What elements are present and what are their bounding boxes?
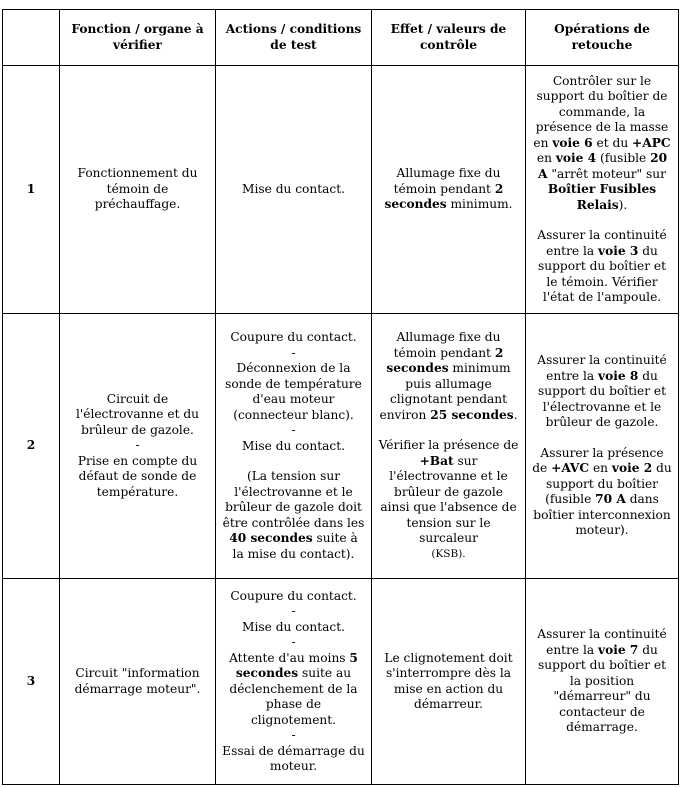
effet-text: Allumage fixe du témoin pendant <box>393 166 501 196</box>
retouche-bold: voie 4 <box>555 151 597 165</box>
action-text: Mise du contact. <box>241 181 346 196</box>
table-row <box>3 66 679 314</box>
cell-retouche <box>526 66 679 314</box>
row-number: 3 <box>3 579 60 785</box>
retouche-text: Assurer la continuité entre la <box>537 353 667 383</box>
cell-actions <box>216 66 372 314</box>
header-fonction: Fonction / organe à vérifier <box>60 10 216 66</box>
action-note <box>222 469 365 562</box>
effet-text: (KSB). <box>431 547 466 560</box>
separator-dash: - <box>291 345 296 360</box>
retouche-text: ). <box>618 197 628 212</box>
action-text: Coupure du contact. <box>230 588 357 603</box>
effet-paragraph <box>378 438 519 547</box>
effet-text: sur l'électrovanne et le brûleur de gazole ainsi que l'absence de tension sur le surcaleur <box>380 453 517 545</box>
retouche-text: du support du boîtier et l'électrovanne et le brûleur de gazole. <box>537 368 667 430</box>
action-text: Essai de démarrage du moteur. <box>222 743 365 773</box>
retouche-paragraph <box>532 446 672 539</box>
retouche-text: en <box>536 151 556 165</box>
header-number <box>3 10 60 66</box>
cell-fonction: Circuit "information démarrage moteur". <box>60 579 216 785</box>
effet-bold: 2 secondes <box>386 345 504 375</box>
retouche-bold: Boîtier Fusibles Relais <box>547 182 657 212</box>
retouche-bold: +APC <box>632 135 671 150</box>
row-number: 2 <box>3 314 60 579</box>
separator-dash: - <box>291 604 296 618</box>
effet-text: minimum. <box>446 197 513 212</box>
retouche-text: du support du boîtier et la position "démarreur" du contacteur de démarrage. <box>537 642 667 735</box>
effet-paragraph <box>378 330 519 423</box>
retouche-text: (fusible <box>596 151 651 165</box>
action-text: suite à la mise du contact). <box>232 531 358 561</box>
action-text: Attente d'au moins <box>229 650 350 665</box>
retouche-text: Assurer la présence de <box>532 445 664 476</box>
retouche-bold: 70 A <box>595 492 626 507</box>
retouche-text: dans boîtier interconnexion moteur). <box>533 492 671 538</box>
effet-text: Allumage fixe du témoin pendant <box>393 330 501 360</box>
retouche-bold: voie 7 <box>598 642 639 657</box>
retouche-bold: voie 3 <box>598 243 639 258</box>
action-text: Coupure du contact. <box>230 330 357 344</box>
fonction-text: Prise en compte du défaut de sonde de température. <box>77 453 198 499</box>
spacer <box>378 423 519 438</box>
spacer <box>532 431 672 446</box>
action-text: suite au déclenchement de la phase de clignotement. <box>229 666 358 727</box>
action-bold: 5 secondes <box>235 650 358 680</box>
effet-bold: +Bat <box>419 453 454 468</box>
table-row <box>3 314 679 579</box>
retouche-bold: voie 2 <box>611 461 653 476</box>
header-retouche: Opérations de retouche <box>526 10 679 66</box>
effet-text: Vérifier la présence de <box>378 438 519 452</box>
header-effet: Effet / valeurs de contrôle <box>372 10 526 66</box>
retouche-text: en <box>589 461 612 476</box>
fonction-text: Circuit de l'électrovanne et du brûleur de gazole. <box>75 391 200 437</box>
separator-dash: - <box>291 728 296 742</box>
cell-actions <box>216 579 372 785</box>
separator-dash: - <box>291 635 296 649</box>
separator-dash: - <box>291 423 296 437</box>
header-actions: Actions / conditions de test <box>216 10 372 66</box>
cell-actions <box>216 314 372 579</box>
cell-fonction: Fonctionnement du témoin de préchauffage. <box>60 66 216 314</box>
retouche-bold: voie 8 <box>598 368 639 383</box>
retouche-text: Assurer la continuité entre la <box>537 627 667 657</box>
retouche-paragraph <box>532 74 672 214</box>
spacer <box>532 213 672 228</box>
retouche-text: du support du boîtier et le témoin. Vérifier l'état de l'ampoule. <box>537 243 667 304</box>
retouche-bold: voie 6 <box>552 135 593 150</box>
cell-effet <box>372 314 526 579</box>
retouche-text: Contrôler sur le support du boîtier de commande, la présence de la masse en <box>533 73 669 150</box>
retouche-text: et du <box>592 135 633 150</box>
retouche-paragraph <box>532 228 672 306</box>
separator-dash: - <box>135 438 140 453</box>
retouche-bold: 20 A <box>538 151 668 181</box>
action-text: (La tension sur l'électrovanne et le brûleur de gazole doit être contrôlée dans les <box>222 469 365 530</box>
header-row <box>3 10 679 66</box>
cell-retouche <box>526 579 679 785</box>
action-text: Mise du contact. <box>241 619 346 634</box>
table-row <box>3 579 679 785</box>
retouche-text: "arrêt moteur" sur <box>547 166 666 181</box>
effet-text: minimum puis allumage clignotant pendant environ <box>379 361 511 422</box>
cell-effet: Le clignotement doit s'interrompre dès la mise en action du démarreur. <box>372 579 526 785</box>
effet-bold: 2 secondes <box>384 181 504 212</box>
retouche-bold: +AVC <box>551 461 590 476</box>
effet-text: . <box>513 407 518 422</box>
row-number: 1 <box>3 66 60 314</box>
retouche-text: Assurer la continuité entre la <box>537 228 667 258</box>
effet-bold: 25 secondes <box>430 407 514 422</box>
action-bold: 40 secondes <box>229 531 313 545</box>
action-paragraph <box>222 651 365 729</box>
retouche-paragraph <box>532 353 672 431</box>
cell-retouche <box>526 314 679 579</box>
action-text: Mise du contact. <box>241 438 346 453</box>
action-text: Déconnexion de la sonde de température d'eau moteur (connecteur blanc). <box>225 361 362 422</box>
retouche-text: du support du boîtier (fusible <box>545 461 672 507</box>
cell-effet <box>372 66 526 314</box>
spacer <box>222 454 365 469</box>
cell-fonction <box>60 314 216 579</box>
diagnostic-table <box>2 9 679 785</box>
